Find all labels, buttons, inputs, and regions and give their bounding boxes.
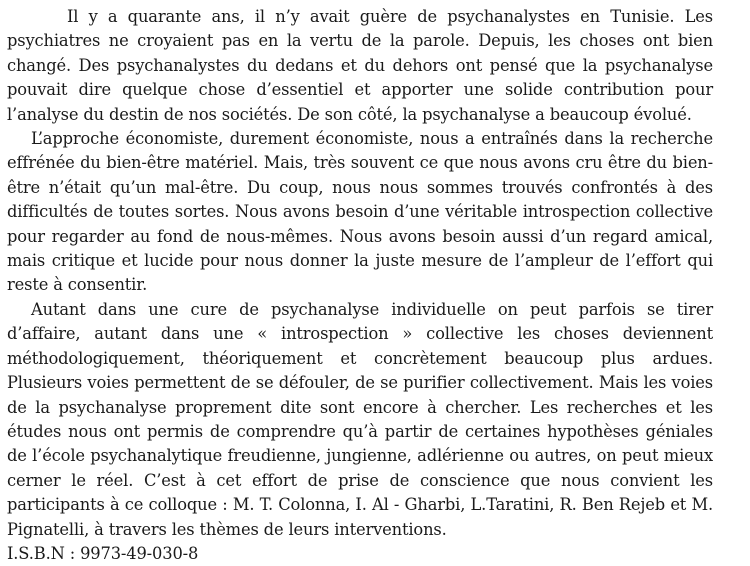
back-cover-text — [7, 5, 713, 566]
paragraph-introspection: Autant dans une cure de psychanalyse individuelle on peut parfois se tirer d’affaire, autant dans une « introspection » collective les choses deviennent méthodologiquement, théoriquement et concrètement beaucoup plus ardues. Plusieurs voies permettent de se défouler, de se purifier collectivement. Mais les voies de la psychanalyse proprement dite sont encore à chercher. Les recherches et les études nous ont permis de comprendre qu’à partir de certaines hypothèses géniales de l’école psychanalytique freudienne, jungienne, adlérienne ou autres, on peut mieux cerner le réel. C’est à cet effort de prise de conscience que nous convient les participants à ce colloque : M. T. Colonna, I. Al - Gharbi, L.Taratini, R. Ben Rejeb et M. Pignatelli, à travers les thèmes de leurs interventions. — [7, 299, 713, 539]
isbn-line: I.S.B.N : 9973-49-030-8 — [7, 543, 199, 563]
paragraph-economics: L’approche économiste, durement économiste, nous a entraînés dans la recherche effrénée du bien-être matériel. Mais, très souvent ce que nous avons cru être du bien-être n’était qu’un mal-être. Du coup, nous nous sommes trouvés confrontés à des difficultés de toutes sortes. Nous avons besoin d’une véritable introspection collective pour regarder au fond de nous-mêmes. Nous avons besoin aussi d’un regard amical, mais critique et lucide pour nous donner la juste mesure de l’ampleur de l’effort qui reste à consentir. — [7, 129, 713, 295]
paragraph-intro: Il y a quarante ans, il n’y avait guère de psychanalystes en Tunisie. Les psychiatres ne croyaient pas en la vertu de la parole. Depuis, les choses ont bien changé. Des psychanalystes du dedans et du dehors ont pensé que la psychanalyse pouvait dire quelque chose d’essentiel et apporter une solide contribution pour l’analyse du destin de nos sociétés. De son côté, la psychanalyse a beaucoup évolué. — [7, 7, 713, 124]
